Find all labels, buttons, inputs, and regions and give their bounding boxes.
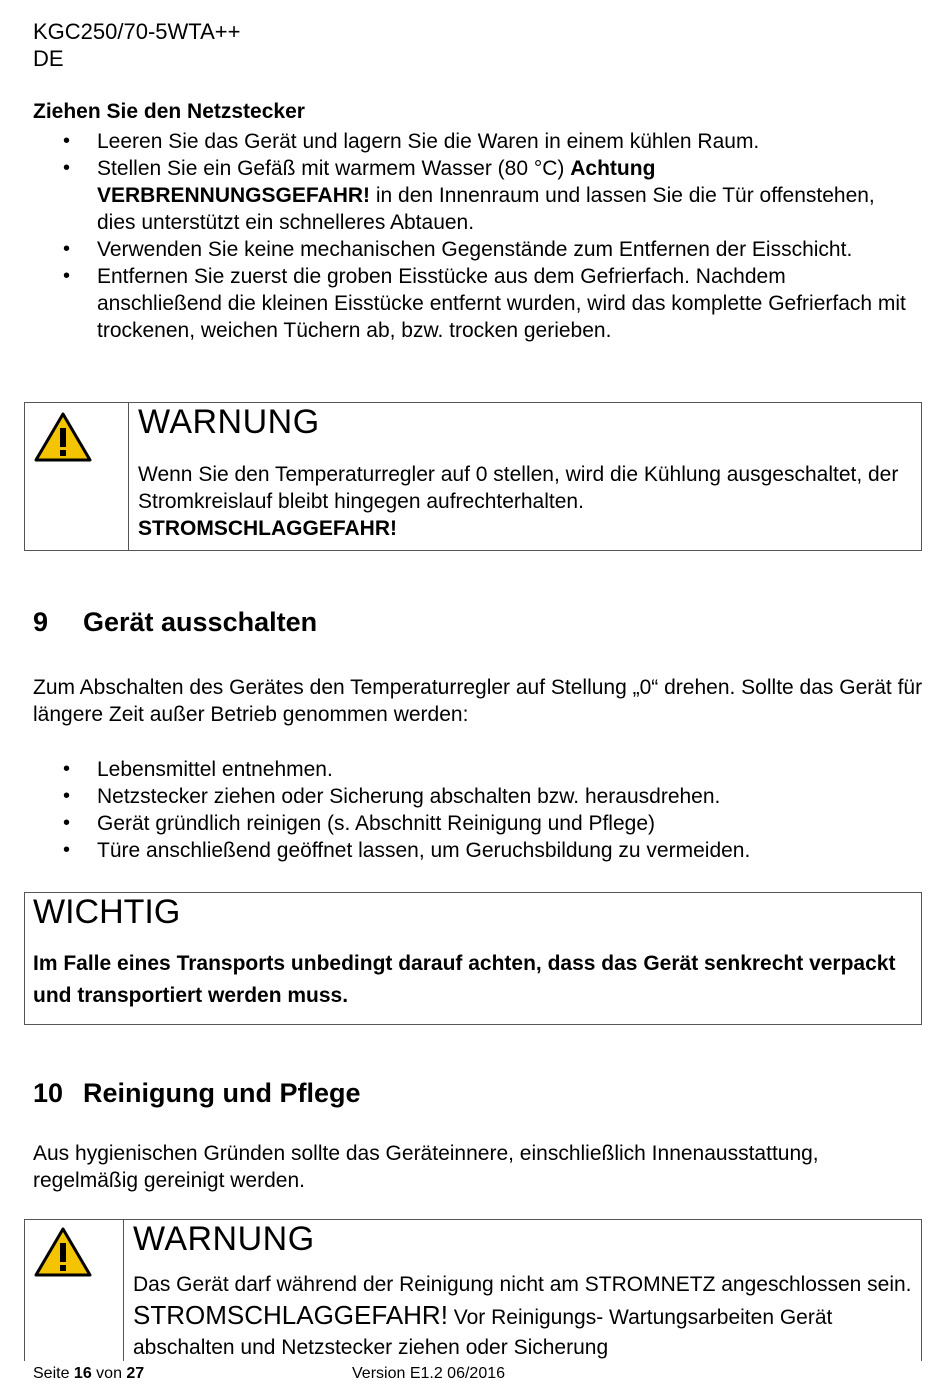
warning-text [133, 1270, 913, 1363]
list-item [33, 155, 913, 236]
important-box [24, 892, 922, 1025]
warning-triangle-icon [33, 1226, 93, 1278]
model-number: KGC250/70-5WTA++ [33, 19, 241, 44]
list-item: • Verwenden Sie keine mechanischen Gegenstände zum Entfernen der Eisschicht. [33, 236, 913, 263]
warning-body: Das Gerät darf während der Reinigung nicht am STROMNETZ angeschlossen sein. [133, 1273, 912, 1296]
section-intro: Aus hygienischen Gründen sollte das Geräteinnere, einschließlich Innenausstattung, regelmäßig gereinigt werden. [33, 1142, 819, 1192]
list-item-text: in den Innenraum und lassen Sie die Tür offenstehen, dies unterstützt ein schnelleres Abtauen. [97, 184, 875, 234]
page-number [33, 1365, 144, 1383]
section-number: 10 [33, 1078, 64, 1108]
language-code: DE [33, 46, 64, 71]
total-pages: 27 [126, 1365, 145, 1382]
document-header [33, 18, 240, 72]
section-intro: Zum Abschalten des Gerätes den Temperaturregler auf Stellung „0“ drehen. Sollte das Gerät für längere Zeit außer Betrieb genommen werden: [33, 676, 923, 726]
warning-box [24, 402, 922, 551]
list-item: • Gerät gründlich reinigen (s. Abschnitt Reinigung und Pflege) [33, 810, 913, 837]
list-item: • Netzstecker ziehen oder Sicherung abschalten bzw. herausdrehen. [33, 783, 913, 810]
list-item: • Lebensmittel entnehmen. [33, 756, 913, 783]
warning-icon-cell [25, 1220, 124, 1361]
warning-text [138, 461, 908, 542]
section-title: Gerät ausschalten [83, 607, 318, 637]
warning-title: WARNUNG [133, 1220, 315, 1258]
section-heading [33, 607, 317, 638]
shutdown-list [33, 756, 913, 864]
warning-triangle-icon [33, 411, 93, 463]
shock-hazard-label: STROMSCHLAGGEFAHR! [133, 1300, 448, 1330]
important-title: WICHTIG [33, 893, 181, 931]
defrost-list [33, 128, 913, 344]
version-label: Version E1.2 06/2016 [352, 1365, 506, 1382]
page-label: Seite [33, 1365, 74, 1382]
warning-icon-cell [25, 403, 129, 550]
warning-box [24, 1219, 922, 1361]
section-heading [33, 1078, 361, 1109]
list-item: • Türe anschließend geöffnet lassen, um Geruchsbildung zu vermeiden. [33, 837, 913, 864]
current-page: 16 [73, 1365, 92, 1382]
shock-hazard-label: STROMSCHLAGGEFAHR! [138, 517, 397, 540]
list-item-text: Stellen Sie ein Gefäß mit warmem Wasser (80 °C) [97, 157, 571, 180]
burn-hazard-label: Achtung VERBRENNUNGSGEFAHR! [97, 157, 656, 207]
important-text: Im Falle eines Transports unbedingt darauf achten, dass das Gerät senkrecht verpackt und transportiert werden muss. [33, 952, 896, 1007]
defrost-lead: Ziehen Sie den Netzstecker [33, 100, 305, 123]
warning-title: WARNUNG [138, 403, 320, 441]
list-item: • Entfernen Sie zuerst die groben Eisstücke aus dem Gefrierfach. Nachdem anschließend die kleinen Eisstücke entfernt wurden, wird das komplette Gefrierfach mit trockenen, weichen Tüchern ab, bzw. trocken gerieben. [33, 263, 913, 344]
section-title: Reinigung und Pflege [83, 1078, 361, 1108]
warning-body: Wenn Sie den Temperaturregler auf 0 stellen, wird die Kühlung ausgeschaltet, der Stromkreislauf bleibt hingegen aufrechterhalten. [138, 463, 899, 513]
page-label: von [91, 1365, 127, 1382]
list-item: • Leeren Sie das Gerät und lagern Sie die Waren in einem kühlen Raum. [33, 128, 913, 155]
warning-body: Vor Reinigungs- Wartungsarbeiten Gerät abschalten und Netzstecker ziehen oder Sicherung [133, 1306, 833, 1359]
section-number: 9 [33, 607, 49, 637]
